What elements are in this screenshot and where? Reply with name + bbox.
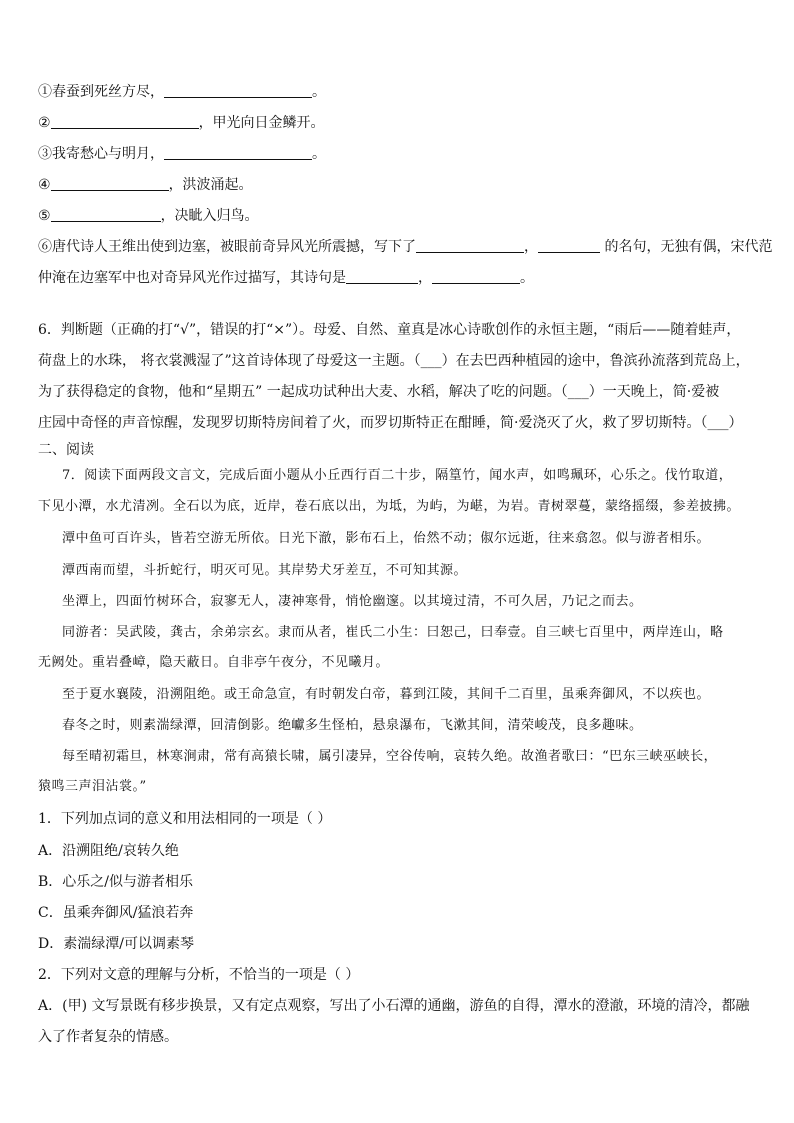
question-6-line: 6．判断题（正确的打“√”，错误的打“×”）。母爱、自然、童真是冰心诗歌创作的永恒主题，“雨后——随着蛙声， <box>38 322 741 338</box>
answer-blank[interactable] <box>416 238 524 253</box>
reading-line: 春冬之时，则素湍绿潭，回清倒影。绝巘多生怪柏，悬泉瀑布，飞漱其间，清荣峻茂，良多趣味。 <box>62 718 643 733</box>
reading-line: 坐潭上，四面竹树环合，寂寥无人，凄神寒骨，悄怆幽邃。以其境过清，不可久居，乃记之而去。 <box>62 594 643 609</box>
option-d[interactable]: D．素湍绿潭/可以调素琴 <box>38 936 194 952</box>
reading-line: 潭西南而望，斗折蛇行，明灭可见。其岸势犬牙差互，不可知其源。 <box>62 563 468 578</box>
fill-item-2: ② ，甲光向日金鳞开。 <box>38 115 325 131</box>
reading-line: 同游者：吴武陵，龚古，余弟宗玄。隶而从者，崔氏二小生：曰恕己，曰奉壹。自三峡七百里中，两岸连山，略 <box>62 625 724 640</box>
answer-blank[interactable] <box>346 269 418 284</box>
reading-line: 潭中鱼可百许头，皆若空游无所依。日光下澈，影布石上，佁然不动；俶尔远逝，往来翕忽。似与游者相乐。 <box>62 531 711 546</box>
option-c[interactable]: C．虽乘奔御风/猛浪若奔 <box>38 905 194 921</box>
answer-blank[interactable] <box>538 238 600 253</box>
answer-blank[interactable] <box>51 207 161 222</box>
reading-line: 猿鸣三声泪沾裳。” <box>38 779 147 794</box>
question-6-line: 为了获得稳定的食物，他和“星期五” 一起成功试种出大麦、水稻，解决了吃的问题。（___）一天晚上，简·爱被 <box>38 384 720 400</box>
option-a-continued: 入了作者复杂的情感。 <box>38 1029 178 1045</box>
fill-item-5: ⑤ ，决眦入归鸟。 <box>38 208 259 224</box>
reading-line: 7．阅读下面两段文言文，完成后面小题从小丘西行百二十步，隔篁竹，闻水声，如鸣珮环，心乐之。伐竹取道， <box>62 468 733 483</box>
reading-line: 每至晴初霜旦，林寒涧肃，常有高猿长啸，属引凄异，空谷传响，哀转久绝。故渔者歌曰：“巴东三峡巫峡长， <box>62 749 718 764</box>
reading-line: 下见小潭，水尤清冽。全石以为底，近岸，卷石底以出，为坻，为屿，为嵁，为岩。青树翠蔓，蒙络摇缀，参差披拂。 <box>38 499 741 514</box>
section-title: 二、阅读 <box>38 442 94 458</box>
question-6-line: 庄园中奇怪的声音惊醒，发现罗切斯特房间着了火，而罗切斯特正在酣睡，简·爱浇灭了火，救了罗切斯特。（___） <box>38 415 743 431</box>
fill-item-4: ④ ，洪波涌起。 <box>38 177 253 193</box>
fill-item-6-line2: 仲淹在边塞军中也对奇异风光作过描写，其诗句是 ， 。 <box>38 270 534 286</box>
fill-item-3: ③我寄愁心与明月， 。 <box>38 146 326 162</box>
reading-line: 至于夏水襄陵，沿溯阻绝。或王命急宣，有时朝发白帝，暮到江陵，其间千二百里，虽乘奔御风，不以疾也。 <box>62 687 711 702</box>
answer-blank[interactable] <box>164 145 312 160</box>
subquestion-1-title: 1．下列加点词的意义和用法相同的一项是（ ） <box>38 811 332 827</box>
option-a[interactable]: A．(甲) 文写景既有移步换景，又有定点观察，写出了小石潭的通幽，游鱼的自得，潭水的澄澈，环境的清冷，都融 <box>38 998 750 1014</box>
answer-blank[interactable] <box>164 83 312 98</box>
option-b[interactable]: B．心乐之/似与游者相乐 <box>38 874 194 890</box>
option-a[interactable]: A．沿溯阻绝/哀转久绝 <box>38 843 179 859</box>
fill-item-1: ①春蚕到死丝方尽， 。 <box>38 84 326 100</box>
subquestion-2-title: 2．下列对文意的理解与分析，不恰当的一项是（ ） <box>38 967 360 983</box>
answer-blank[interactable] <box>432 269 520 284</box>
answer-blank[interactable] <box>51 176 169 191</box>
fill-item-6-line1: ⑥唐代诗人王维出使到边塞，被眼前奇异风光所震撼，写下了 ， 的名句，无独有偶，宋代范 <box>38 239 773 255</box>
answer-blank[interactable] <box>51 114 199 129</box>
reading-line: 无阙处。重岩叠嶂，隐天蔽日。自非亭午夜分，不见曦月。 <box>38 655 390 670</box>
question-6-line: 荷盘上的水珠， 将衣裳溅湿了”这首诗体现了母爱这一主题。（___）在去巴西种植园的途中，鲁滨孙流落到荒岛上， <box>38 353 750 369</box>
